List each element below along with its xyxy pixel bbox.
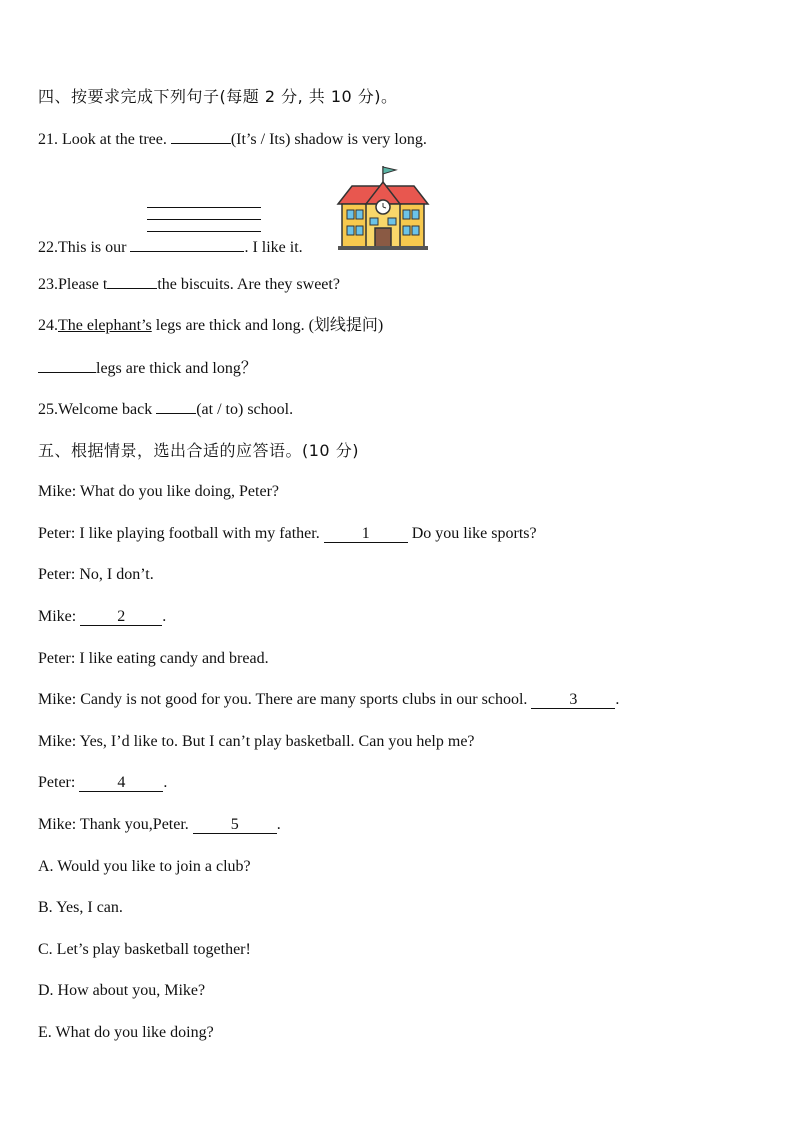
question-24 [38,316,383,336]
q25-pre: 25.Welcome back [38,401,157,418]
q23-blank[interactable] [107,274,157,289]
dialogue-blank-5[interactable]: 5 [193,817,277,834]
q23-post: the biscuits. Are they sweet? [157,276,340,293]
q22-pre: 22.This is our [38,239,131,256]
dialogue-line-4 [38,607,166,627]
dialogue-blank-1[interactable]: 1 [324,526,408,543]
q23-pre: 23.Please t [38,276,108,293]
dialogue-line-6 [38,690,619,710]
question-22 [38,237,303,258]
q25-post: (at / to) school. [196,401,294,418]
dialogue-9-post: . [276,816,281,833]
school-building-icon [336,164,430,252]
dialogue-8-pre: Peter: [38,774,80,791]
dialogue-line-5: Peter: I like eating candy and bread. [38,650,269,667]
q21-post: (It’s / Its) shadow is very long. [230,131,427,148]
q25-blank[interactable] [156,399,196,414]
q22-post: . I like it. [244,239,303,256]
dialogue-2-pre: Peter: I like playing football with my father. [38,525,324,542]
q24b-post: legs are thick and long？ [96,360,257,377]
section5-title: 五、根据情景，选出合适的应答语。(10 分) [38,441,359,460]
dialogue-blank-4[interactable]: 4 [79,775,163,792]
dialogue-line-2 [38,524,537,544]
dialogue-4-pre: Mike: [38,608,81,625]
section4-title: 四、按要求完成下列句子(每题 2 分, 共 10 分)。 [38,87,398,106]
option-a: A. Would you like to join a club? [38,858,251,875]
dialogue-4-post: . [162,608,167,625]
q24-post: legs are thick and long. (划线提问) [151,317,384,334]
dialogue-9-pre: Mike: Thank you,Peter. [38,816,193,833]
question-25 [38,399,293,420]
dialogue-2-post: Do you like sports? [407,525,537,542]
dialogue-blank-2[interactable]: 2 [80,609,162,626]
option-c: C. Let’s play basketball together! [38,941,251,958]
dialogue-line-9 [38,815,281,835]
question-23 [38,274,340,295]
dialogue-line-7: Mike: Yes, I’d like to. But I can’t play basketball. Can you help me? [38,733,475,750]
option-d: D. How about you, Mike? [38,982,206,999]
dialogue-6-post: . [615,691,620,708]
q21-number: 21 [38,131,54,148]
dialogue-line-3: Peter: No, I don’t. [38,566,154,583]
dialogue-6-pre: Mike: Candy is not good for you. There are many sports clubs in our school. [38,691,532,708]
q24-underlined: The elephant’s [58,317,152,334]
question-24-answer [38,358,257,379]
q24b-blank[interactable] [38,358,96,373]
q22-blank[interactable] [130,237,244,252]
dialogue-8-post: . [163,774,168,791]
q24-number: 24. [38,317,58,334]
option-b: B. Yes, I can. [38,899,123,916]
dialogue-line-8 [38,773,167,793]
dialogue-blank-3[interactable]: 3 [531,692,615,709]
question-21 [38,129,427,150]
dialogue-line-1: Mike: What do you like doing, Peter? [38,483,279,500]
q21-blank[interactable] [171,129,231,144]
option-e: E. What do you like doing? [38,1024,214,1041]
q21-pre: . Look at the tree. [54,131,171,148]
